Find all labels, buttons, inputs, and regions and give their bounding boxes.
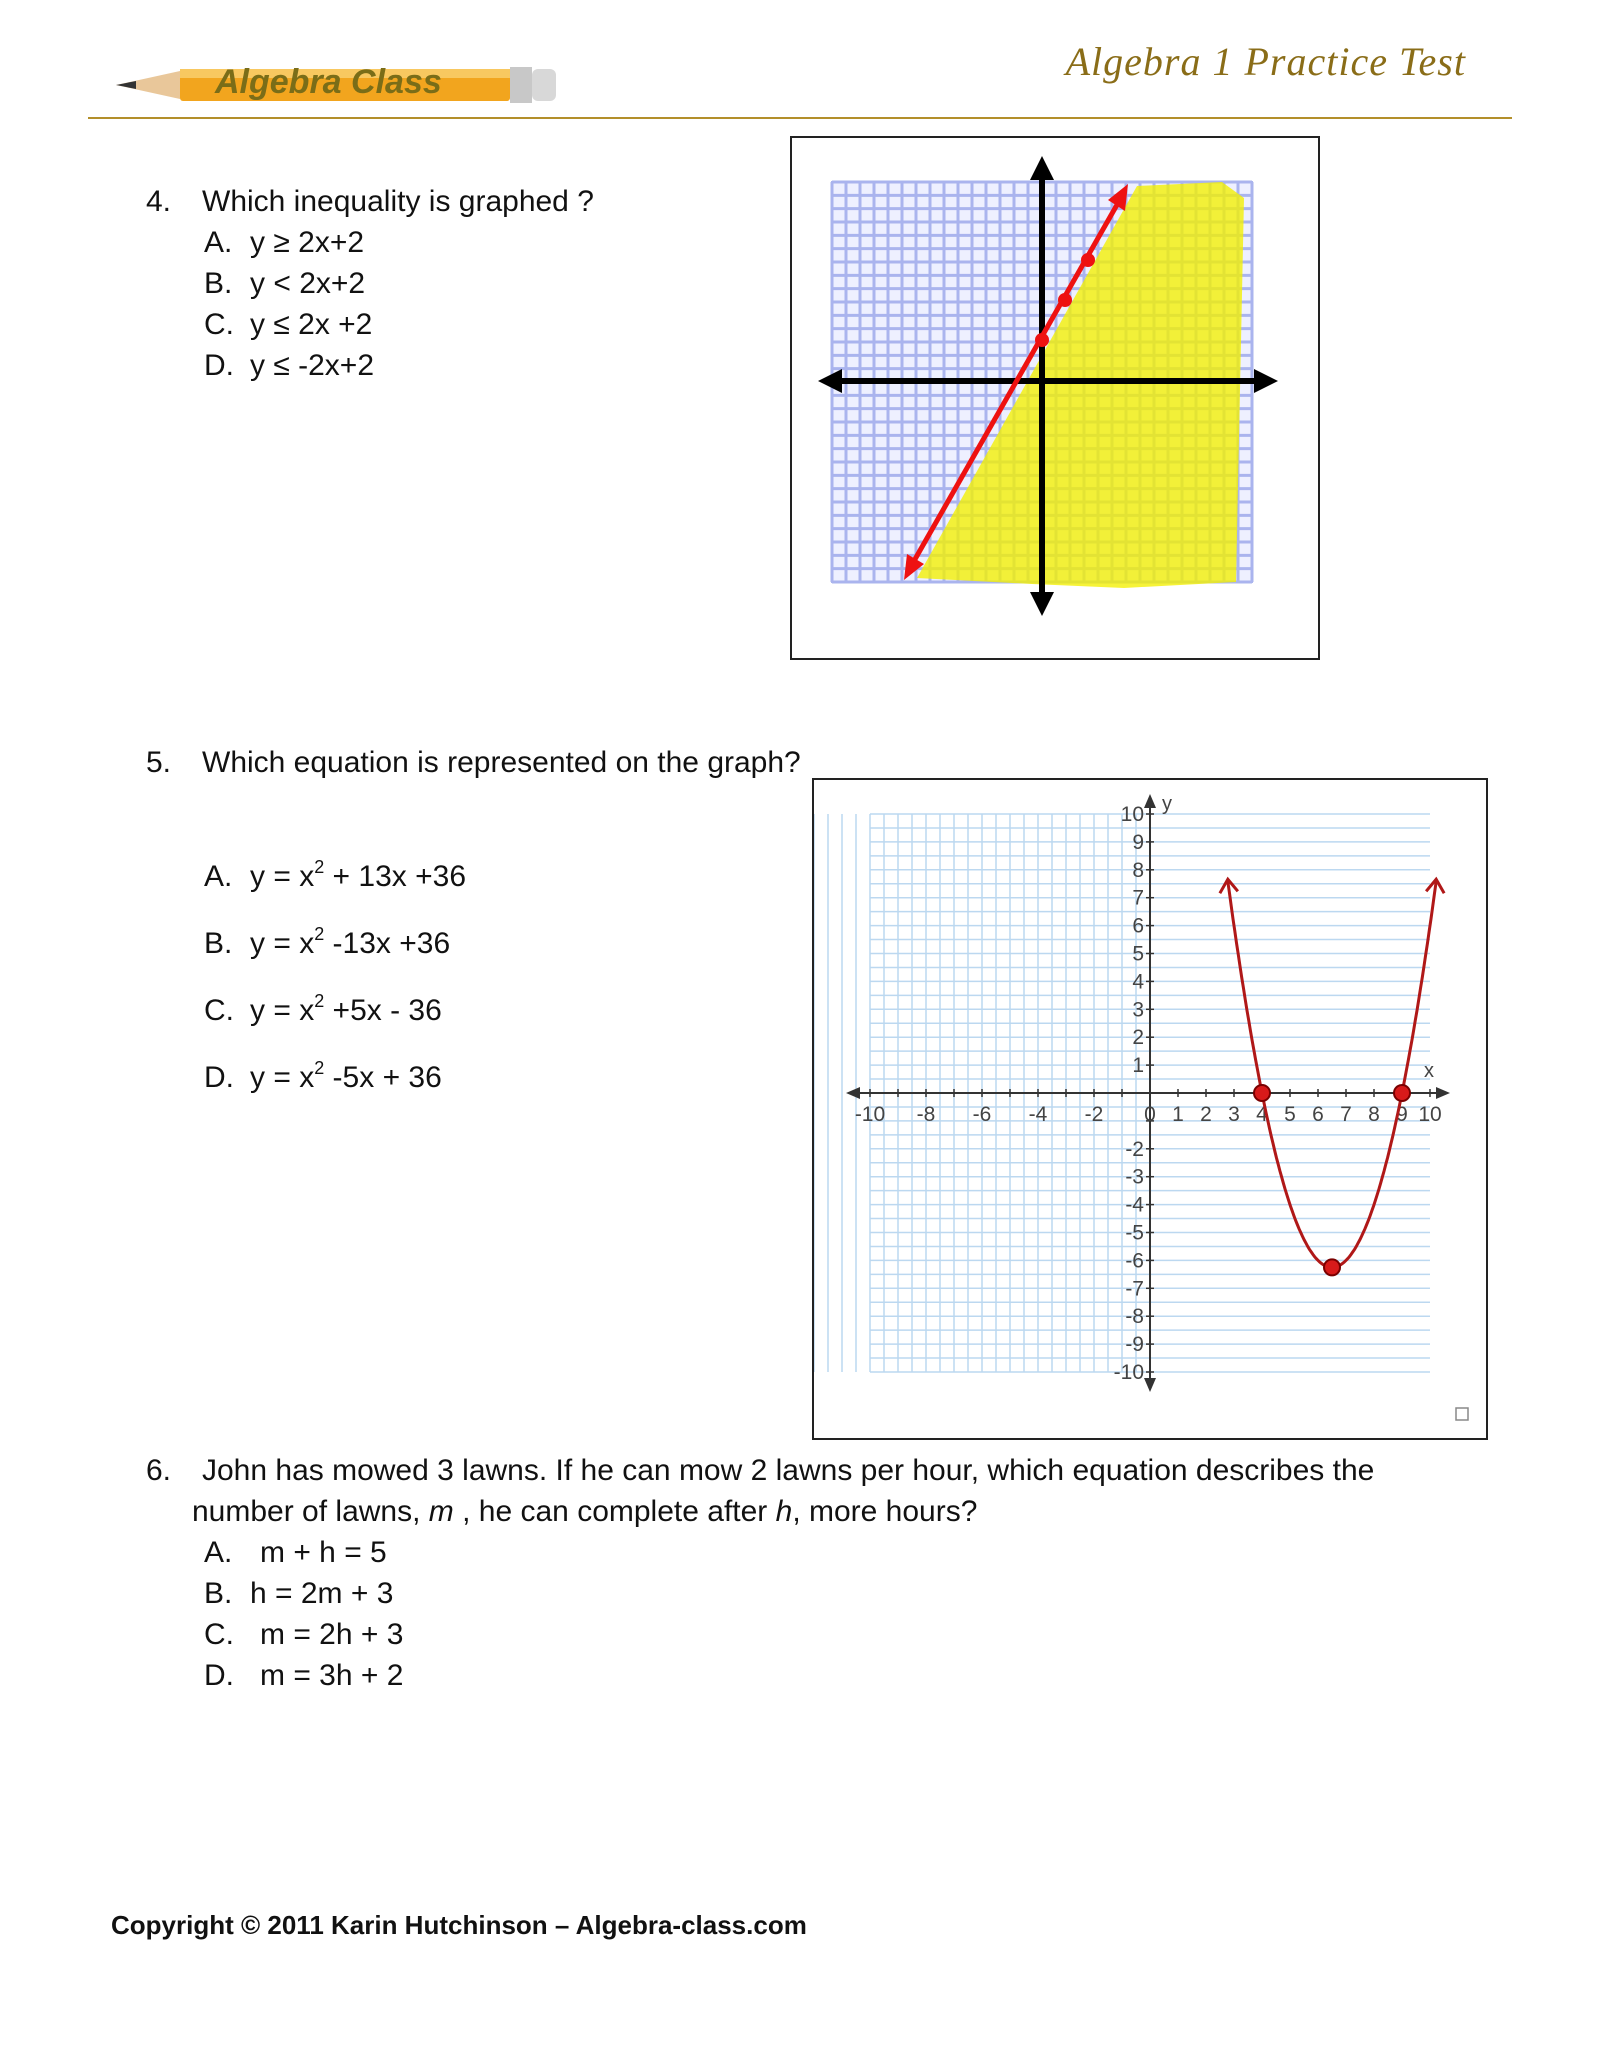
q6-option-b: B. h = 2m + 3 <box>204 1577 394 1610</box>
y-tick-label: 9 <box>1132 830 1144 854</box>
x-tick-label: 9 <box>1396 1103 1408 1126</box>
y-tick-label: -7 <box>1125 1277 1144 1301</box>
x-tick-label: 4 <box>1256 1103 1268 1126</box>
q6-option-c: C. m = 2h + 3 <box>204 1618 404 1651</box>
variable-h: h <box>775 1495 793 1528</box>
q4-option-c: C. y ≤ 2x +2 <box>204 308 373 341</box>
question-4 <box>146 181 594 222</box>
y-tick-label: -9 <box>1125 1333 1144 1357</box>
y-tick-label: 1 <box>1132 1054 1144 1078</box>
variable-m: m <box>428 1495 454 1528</box>
y-tick-label: -8 <box>1125 1305 1144 1329</box>
x-tick-label: 6 <box>1312 1103 1324 1126</box>
y-axis-label: y <box>1162 793 1172 815</box>
x-axis-right-arrow <box>1254 369 1278 393</box>
y-tick-label: 2 <box>1132 1026 1144 1050</box>
y-axis-up-arrow <box>1144 794 1156 808</box>
y-tick-label: -2 <box>1125 1137 1144 1161</box>
question-6-line2: number of lawns, m , he can complete after h, more hours? <box>192 1495 978 1528</box>
resize-handle-icon <box>1456 1408 1468 1420</box>
x-tick-label: 2 <box>1200 1103 1212 1126</box>
question-number: 5. <box>146 746 172 779</box>
q5-option-d: D. $y = x^2$ -5x + 36 <box>204 1058 442 1094</box>
y-axis-up-arrow <box>1030 156 1054 180</box>
boundary-point <box>1035 333 1049 347</box>
parabola-graph-svg <box>814 780 1486 1438</box>
copyright-footer: Copyright © 2011 Karin Hutchinson – Algebra-class.com <box>111 1910 807 1940</box>
y-axis-down-arrow <box>1030 592 1054 616</box>
y-tick-label: 8 <box>1132 858 1144 882</box>
x-tick-label: -6 <box>972 1103 992 1126</box>
x-axis-left-arrow <box>846 1087 860 1099</box>
question-text: John has mowed 3 lawns. If he can mow 2 lawns per hour, which equation describes the <box>202 1454 1375 1487</box>
header-divider <box>88 117 1512 119</box>
y-axis-down-arrow <box>1144 1378 1156 1392</box>
q6-option-d: D. m = 3h + 2 <box>204 1659 404 1692</box>
x-tick-label: 1 <box>1172 1103 1184 1126</box>
inequality-graph <box>790 136 1320 660</box>
boundary-point <box>1058 293 1072 307</box>
x-tick-label: -8 <box>916 1103 936 1126</box>
x-tick-label: -4 <box>1028 1103 1048 1126</box>
x-tick-label: -10 <box>854 1103 886 1126</box>
y-tick-label: 6 <box>1132 914 1144 938</box>
q5-option-a: A. $y = x^2 + 13x +36$ <box>204 857 467 893</box>
x-tick-label: 3 <box>1228 1103 1240 1126</box>
q5-option-b: B. $y = x^2$ -13x +36 <box>204 924 451 960</box>
y-tick-label: -10 <box>1113 1361 1144 1384</box>
y-tick-label: 4 <box>1132 970 1144 994</box>
question-number: 4. <box>146 185 172 218</box>
question-number: 6. <box>146 1454 172 1487</box>
q4-option-b: B. y < 2x+2 <box>204 267 366 300</box>
algebra-class-logo <box>110 45 570 115</box>
x-tick-label: 0 <box>1144 1103 1156 1126</box>
x-axis-right-arrow <box>1436 1087 1450 1099</box>
inequality-graph-svg <box>792 138 1318 658</box>
y-tick-label: 10 <box>1120 803 1144 826</box>
logo-text: Algebra Class <box>215 63 442 101</box>
q5-option-c: C. $y = x^2 +5x - 36$ <box>204 991 442 1027</box>
pencil-icon <box>110 45 570 115</box>
question-6 <box>146 1450 1374 1491</box>
question-5 <box>146 742 801 783</box>
question-text: Which inequality is graphed ? <box>202 185 594 218</box>
parabola-graph <box>812 778 1488 1440</box>
y-tick-label: 3 <box>1132 998 1144 1022</box>
page-title: Algebra 1 Practice Test <box>1065 39 1466 84</box>
y-tick-label: 7 <box>1132 886 1144 910</box>
q6-option-a: A. m + h = 5 <box>204 1536 387 1569</box>
x-tick-label: 5 <box>1284 1103 1296 1126</box>
y-tick-label: -6 <box>1125 1249 1144 1273</box>
parabola-curve-group <box>1220 879 1444 1275</box>
x-tick-label: 10 <box>1418 1103 1442 1126</box>
x-axis-label: x <box>1424 1060 1434 1082</box>
boundary-point <box>1081 253 1095 267</box>
x-axis-left-arrow <box>818 369 842 393</box>
q4-option-d: D. y ≤ -2x+2 <box>204 349 375 382</box>
question-text: Which equation is represented on the graph? <box>202 746 801 779</box>
y-tick-label: -5 <box>1125 1221 1144 1245</box>
y-tick-label: 5 <box>1132 942 1144 966</box>
q4-option-a: A. y ≥ 2x+2 <box>204 226 365 259</box>
x-tick-label: -2 <box>1084 1103 1104 1126</box>
y-tick-label: -3 <box>1125 1165 1144 1189</box>
parabola-point <box>1324 1259 1340 1275</box>
x-tick-label: 8 <box>1368 1103 1380 1126</box>
parabola-point <box>1254 1085 1270 1101</box>
parabola-point <box>1394 1085 1410 1101</box>
y-tick-label: -4 <box>1125 1193 1144 1217</box>
x-tick-label: 7 <box>1340 1103 1352 1126</box>
